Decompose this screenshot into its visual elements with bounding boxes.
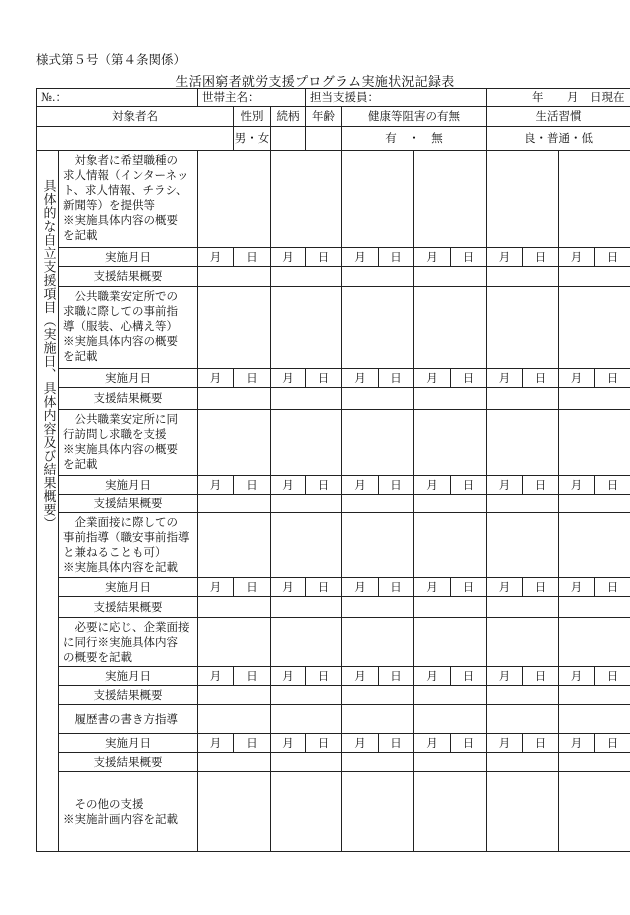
month-label[interactable]: 月: [198, 248, 234, 267]
item-3-date-row: [37, 476, 630, 495]
item-6-label: 履歴書の書き方指導: [59, 705, 198, 734]
item-6-content-3[interactable]: [342, 705, 414, 734]
result-cell[interactable]: [198, 597, 271, 618]
day-label[interactable]: 日: [523, 578, 559, 597]
item-7-content-4[interactable]: [414, 772, 487, 852]
month-label[interactable]: 月: [414, 667, 451, 686]
result-cell[interactable]: [271, 597, 342, 618]
result-cell[interactable]: [271, 388, 342, 410]
result-cell[interactable]: [342, 267, 414, 287]
result-cell[interactable]: [559, 267, 630, 287]
item-2-content-3[interactable]: [342, 287, 414, 369]
day-label[interactable]: 日: [523, 476, 559, 495]
item-2-content-1[interactable]: [198, 287, 271, 369]
result-cell[interactable]: [559, 388, 630, 410]
month-label[interactable]: 月: [414, 734, 451, 753]
day-label[interactable]: 日: [234, 476, 271, 495]
month-label[interactable]: 月: [487, 667, 523, 686]
item-7-content-5[interactable]: [487, 772, 559, 852]
item-1-content-5[interactable]: [487, 151, 559, 248]
result-cell[interactable]: [271, 686, 342, 705]
date-day-label: 日現在: [590, 90, 625, 104]
result-summary-label: 支援結果概要: [59, 267, 198, 287]
day-label[interactable]: 日: [451, 734, 487, 753]
item-3-content-1[interactable]: [198, 410, 271, 476]
item-7-content-1[interactable]: [198, 772, 271, 852]
item-5-content-1[interactable]: [198, 618, 271, 667]
impl-date-label: 実施月日: [59, 248, 198, 267]
month-label[interactable]: 月: [271, 369, 306, 388]
day-label[interactable]: 日: [595, 667, 630, 686]
item-1-result-row: [37, 267, 630, 287]
month-label[interactable]: 月: [559, 248, 595, 267]
month-label[interactable]: 月: [414, 578, 451, 597]
item-4-content-2[interactable]: [271, 513, 342, 578]
day-label[interactable]: 日: [595, 734, 630, 753]
item-4-result-row: [37, 597, 630, 618]
result-cell[interactable]: [342, 388, 414, 410]
month-label[interactable]: 月: [271, 248, 306, 267]
item-5-content-5[interactable]: [487, 618, 559, 667]
item-1-date-row: [37, 248, 630, 267]
item-7-label: その他の支援 ※実施計画内容を記載: [59, 772, 198, 852]
day-label[interactable]: 日: [595, 578, 630, 597]
no-label: №.：: [41, 90, 68, 104]
month-label[interactable]: 月: [559, 369, 595, 388]
item-5-content-4[interactable]: [414, 618, 487, 667]
day-label[interactable]: 日: [451, 248, 487, 267]
item-4-content-3[interactable]: [342, 513, 414, 578]
item-3-content-4[interactable]: [414, 410, 487, 476]
month-label[interactable]: 月: [198, 476, 234, 495]
day-label[interactable]: 日: [306, 578, 342, 597]
result-cell[interactable]: [414, 495, 487, 513]
result-cell[interactable]: [559, 753, 630, 772]
side-label: 具体的な自立支援項目（実施日、具体内容及び結果概要）: [40, 179, 56, 530]
result-cell[interactable]: [271, 495, 342, 513]
habit-field[interactable]: 良・普通・低: [487, 127, 630, 151]
item-4-content-1[interactable]: [198, 513, 271, 578]
day-label[interactable]: 日: [306, 476, 342, 495]
day-label[interactable]: 日: [451, 578, 487, 597]
day-label[interactable]: 日: [306, 248, 342, 267]
day-label[interactable]: 日: [379, 667, 414, 686]
item-3-result-row: [37, 495, 630, 513]
day-label[interactable]: 日: [595, 248, 630, 267]
item-2-content-4[interactable]: [414, 287, 487, 369]
result-summary-label: 支援結果概要: [59, 686, 198, 705]
day-label[interactable]: 日: [523, 369, 559, 388]
item-1-label: 対象者に希望職種の 求人情報（インターネッ ト、求人情報、チラシ、 新聞等）を提供等 ※実施具体内容の概要 を記載: [59, 151, 198, 248]
day-label[interactable]: 日: [451, 476, 487, 495]
record-table: [36, 88, 630, 852]
month-label[interactable]: 月: [487, 476, 523, 495]
item-4-content-4[interactable]: [414, 513, 487, 578]
day-label[interactable]: 日: [595, 476, 630, 495]
month-label[interactable]: 月: [271, 667, 306, 686]
item-5-content-6[interactable]: [559, 618, 630, 667]
month-label[interactable]: 月: [559, 476, 595, 495]
item-3-content-5[interactable]: [487, 410, 559, 476]
item-5-label: 必要に応じ、企業面接 に同行※実施具体内容 の概要を記載: [59, 618, 198, 667]
day-label[interactable]: 日: [451, 369, 487, 388]
item-4-date-row: [37, 578, 630, 597]
month-label[interactable]: 月: [271, 578, 306, 597]
month-label[interactable]: 月: [342, 248, 379, 267]
day-label[interactable]: 日: [523, 734, 559, 753]
item-3-label: 公共職業安定所に同 行訪問し求職を支援 ※実施具体内容の概要 を記載: [59, 410, 198, 476]
month-label[interactable]: 月: [198, 578, 234, 597]
result-cell[interactable]: [198, 495, 271, 513]
item-2-content-5[interactable]: [487, 287, 559, 369]
result-cell[interactable]: [414, 388, 487, 410]
result-cell[interactable]: [414, 686, 487, 705]
sex-header: 性別: [234, 107, 271, 127]
month-label[interactable]: 月: [342, 578, 379, 597]
no-cell[interactable]: [37, 89, 198, 107]
impl-date-label: 実施月日: [59, 578, 198, 597]
impl-date-label: 実施月日: [59, 476, 198, 495]
householder-cell[interactable]: [198, 89, 306, 107]
item-2-result-row: [37, 388, 630, 410]
day-label[interactable]: 日: [234, 578, 271, 597]
month-label[interactable]: 月: [487, 734, 523, 753]
month-label[interactable]: 月: [342, 667, 379, 686]
day-label[interactable]: 日: [379, 578, 414, 597]
impl-date-label: 実施月日: [59, 667, 198, 686]
item-7-content-6[interactable]: [559, 772, 630, 852]
item-2-date-row: [37, 369, 630, 388]
result-cell[interactable]: [559, 686, 630, 705]
item-6-result-row: [37, 753, 630, 772]
day-label[interactable]: 日: [379, 734, 414, 753]
day-label[interactable]: 日: [523, 667, 559, 686]
item-4-label: 企業面接に際しての 事前指導（職安事前指導 と兼ねることも可） ※実施具体内容を記載: [59, 513, 198, 578]
staff-label: 担当支援員：: [310, 90, 380, 104]
item-3-content-2[interactable]: [271, 410, 342, 476]
month-label[interactable]: 月: [198, 734, 234, 753]
item-3-content-3[interactable]: [342, 410, 414, 476]
item-1-content-3[interactable]: [342, 151, 414, 248]
day-label[interactable]: 日: [379, 248, 414, 267]
habit-header: 生活習慣: [487, 107, 630, 127]
result-summary-label: 支援結果概要: [59, 495, 198, 513]
day-label[interactable]: 日: [234, 248, 271, 267]
impl-date-label: 実施月日: [59, 369, 198, 388]
result-cell[interactable]: [271, 267, 342, 287]
item-4-content-5[interactable]: [487, 513, 559, 578]
item-2-content-2[interactable]: [271, 287, 342, 369]
side-label-cell: [37, 151, 59, 852]
month-label[interactable]: 月: [414, 476, 451, 495]
day-label[interactable]: 日: [306, 734, 342, 753]
result-cell[interactable]: [487, 388, 559, 410]
month-label[interactable]: 月: [414, 248, 451, 267]
month-label[interactable]: 月: [342, 734, 379, 753]
item-6-content-1[interactable]: [198, 705, 271, 734]
day-label[interactable]: 日: [523, 248, 559, 267]
item-2-label: 公共職業安定所での 求職に際しての事前指 導（服装、心構え等） ※実施具体内容の概要 を記載: [59, 287, 198, 369]
age-field[interactable]: [306, 127, 342, 151]
item-1-content-6[interactable]: [559, 151, 630, 248]
date-year-label: 年: [532, 90, 544, 104]
month-label[interactable]: 月: [342, 369, 379, 388]
result-cell[interactable]: [342, 686, 414, 705]
result-cell[interactable]: [414, 597, 487, 618]
health-header: 健康等阻害の有無: [342, 107, 487, 127]
day-label[interactable]: 日: [595, 369, 630, 388]
result-summary-label: 支援結果概要: [59, 753, 198, 772]
result-cell[interactable]: [342, 597, 414, 618]
item-1-content-2[interactable]: [271, 151, 342, 248]
householder-label: 世帯主名：: [202, 90, 260, 104]
month-label[interactable]: 月: [559, 667, 595, 686]
item-6-content-6[interactable]: [559, 705, 630, 734]
item-5-content-2[interactable]: [271, 618, 342, 667]
item-5-date-row: [37, 667, 630, 686]
day-label[interactable]: 日: [234, 667, 271, 686]
day-label[interactable]: 日: [379, 476, 414, 495]
result-cell[interactable]: [559, 597, 630, 618]
result-cell[interactable]: [198, 267, 271, 287]
month-label[interactable]: 月: [342, 476, 379, 495]
month-label[interactable]: 月: [559, 578, 595, 597]
month-label[interactable]: 月: [198, 667, 234, 686]
item-4-content-6[interactable]: [559, 513, 630, 578]
staff-cell[interactable]: [306, 89, 487, 107]
result-summary-label: 支援結果概要: [59, 388, 198, 410]
day-label[interactable]: 日: [234, 734, 271, 753]
result-cell[interactable]: [198, 388, 271, 410]
month-label[interactable]: 月: [487, 578, 523, 597]
result-cell[interactable]: [414, 267, 487, 287]
form-title: 生活困窮者就労支援プログラム実施状況記録表: [175, 75, 455, 90]
result-cell[interactable]: [414, 753, 487, 772]
result-cell[interactable]: [487, 597, 559, 618]
result-cell[interactable]: [487, 686, 559, 705]
item-6-content-2[interactable]: [271, 705, 342, 734]
month-label[interactable]: 月: [487, 369, 523, 388]
result-cell[interactable]: [198, 753, 271, 772]
subject-name-field[interactable]: [37, 127, 234, 151]
result-cell[interactable]: [487, 267, 559, 287]
item-2-content-6[interactable]: [559, 287, 630, 369]
subject-name-header: 対象者名: [37, 107, 234, 127]
impl-date-label: 実施月日: [59, 734, 198, 753]
result-cell[interactable]: [342, 495, 414, 513]
result-summary-label: 支援結果概要: [59, 597, 198, 618]
item-5-content-3[interactable]: [342, 618, 414, 667]
item-3-content-6[interactable]: [559, 410, 630, 476]
as-of-date-cell[interactable]: [487, 89, 630, 107]
item-6-content-5[interactable]: [487, 705, 559, 734]
day-label[interactable]: 日: [234, 369, 271, 388]
result-cell[interactable]: [487, 495, 559, 513]
item-7-content-2[interactable]: [271, 772, 342, 852]
month-label[interactable]: 月: [559, 734, 595, 753]
result-cell[interactable]: [271, 753, 342, 772]
item-1-content-1[interactable]: [198, 151, 271, 248]
day-label[interactable]: 日: [306, 369, 342, 388]
day-label[interactable]: 日: [451, 667, 487, 686]
result-cell[interactable]: [559, 495, 630, 513]
item-7-content-3[interactable]: [342, 772, 414, 852]
relation-field[interactable]: [271, 127, 306, 151]
item-1-content-4[interactable]: [414, 151, 487, 248]
result-cell[interactable]: [487, 753, 559, 772]
sex-field[interactable]: 男・女: [234, 127, 271, 151]
month-label[interactable]: 月: [271, 476, 306, 495]
month-label[interactable]: 月: [271, 734, 306, 753]
item-5-result-row: [37, 686, 630, 705]
month-label[interactable]: 月: [414, 369, 451, 388]
date-month-label: 月: [567, 90, 579, 104]
day-label[interactable]: 日: [306, 667, 342, 686]
item-6-date-row: [37, 734, 630, 753]
health-field[interactable]: 有 ・ 無: [342, 127, 487, 151]
month-label[interactable]: 月: [198, 369, 234, 388]
result-cell[interactable]: [342, 753, 414, 772]
item-6-content-4[interactable]: [414, 705, 487, 734]
age-header: 年齢: [306, 107, 342, 127]
relation-header: 続柄: [271, 107, 306, 127]
day-label[interactable]: 日: [379, 369, 414, 388]
month-label[interactable]: 月: [487, 248, 523, 267]
result-cell[interactable]: [198, 686, 271, 705]
form-number: 様式第５号（第４条関係）: [36, 52, 187, 67]
